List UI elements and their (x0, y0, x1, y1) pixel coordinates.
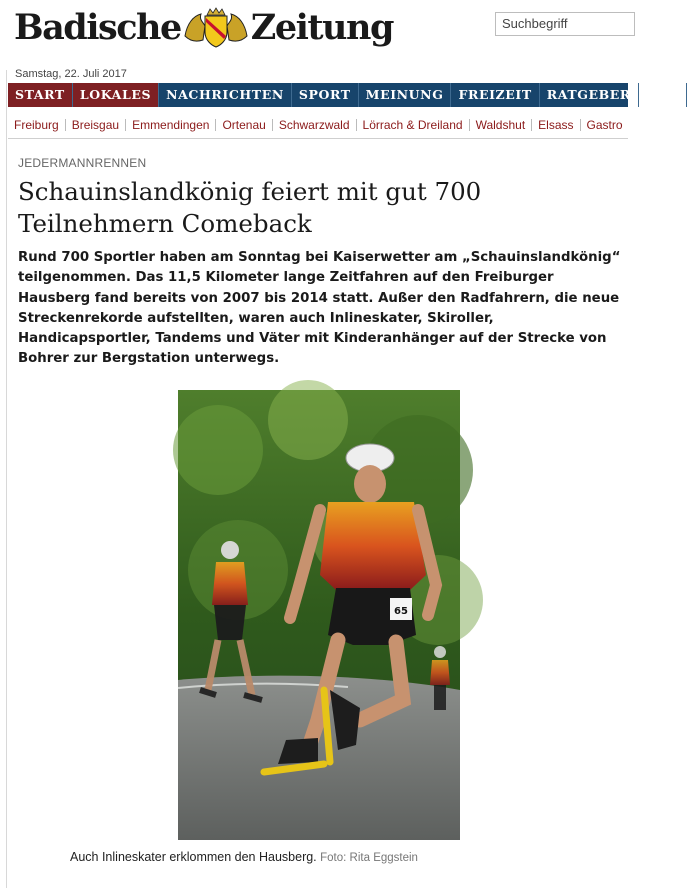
headline-line-2: Teilnehmern Comeback (18, 209, 312, 238)
regional-subnavigation (8, 112, 628, 139)
nav-item-lokales[interactable]: LOKALES (73, 83, 159, 107)
nav-item-ratgeber[interactable]: RATGEBER (540, 83, 639, 107)
subnav-item-loerrach-dreiland[interactable]: Lörrach & Dreiland (357, 119, 470, 131)
subnav-item-gastro[interactable]: Gastro (586, 118, 623, 132)
photo-credit: Foto: Rita Eggstein (320, 852, 418, 864)
page-left-border (6, 70, 7, 888)
headline-line-1: Schauinslandkönig feiert mit gut 700 (18, 177, 482, 206)
search-input[interactable]: Suchbegriff (495, 12, 635, 36)
nav-item-freizeit[interactable]: FREIZEIT (451, 83, 539, 107)
article-headline (18, 176, 538, 240)
subnav-item-emmendingen[interactable]: Emmendingen (126, 119, 216, 131)
current-date: Samstag, 22. Juli 2017 (15, 68, 127, 80)
caption-text: Auch Inlineskater erklommen den Hausberg. (70, 850, 317, 864)
logo-text-right: Zeitung (250, 6, 393, 48)
photo-caption (70, 850, 418, 864)
race-bib-number: 65 (394, 606, 408, 617)
main-navigation (8, 83, 680, 107)
site-logo[interactable] (14, 4, 393, 50)
article-kicker: JEDERMANNRENNEN (18, 156, 147, 170)
article-lead: Rund 700 Sportler haben am Sonntag bei Kaiserwetter am „Schauinslandkönig“ teilgenommen. Das 11,5 Kilometer lange Zeitfahren auf den Freiburger Hausberg fand bereits von 2007 bis 2014 statt. Außer den Radfahrern, die neue Streckenrekorde aufstellten, waren auch Inlineskater, Skiroller, Handicapsportler, Tandems und Väter mit Kinderanhänger auf der Strecke von Bohrer zur Bergstation unterwegs. (18, 250, 621, 367)
logo-text-left: Badische (14, 6, 181, 48)
nav-item-nachrichten[interactable]: NACHRICHTEN (159, 83, 292, 107)
subnav-item-freiburg[interactable]: Freiburg (8, 119, 66, 131)
subnav-item-waldshut[interactable]: Waldshut (470, 119, 533, 131)
nav-item-sport[interactable]: SPORT (292, 83, 359, 107)
nav-item-start[interactable]: START (8, 83, 73, 107)
subnav-item-schwarzwald[interactable]: Schwarzwald (273, 119, 357, 131)
subnav-item-ortenau[interactable]: Ortenau (216, 119, 272, 131)
subnav-item-elsass[interactable]: Elsass (532, 119, 580, 131)
nav-item-meinung[interactable]: MEINUNG (359, 83, 452, 107)
coat-of-arms-icon (183, 6, 249, 48)
nav-item-abo[interactable]: ABO (639, 83, 687, 107)
subnav-item-breisgau[interactable]: Breisgau (66, 119, 126, 131)
article-photo[interactable] (178, 390, 460, 840)
